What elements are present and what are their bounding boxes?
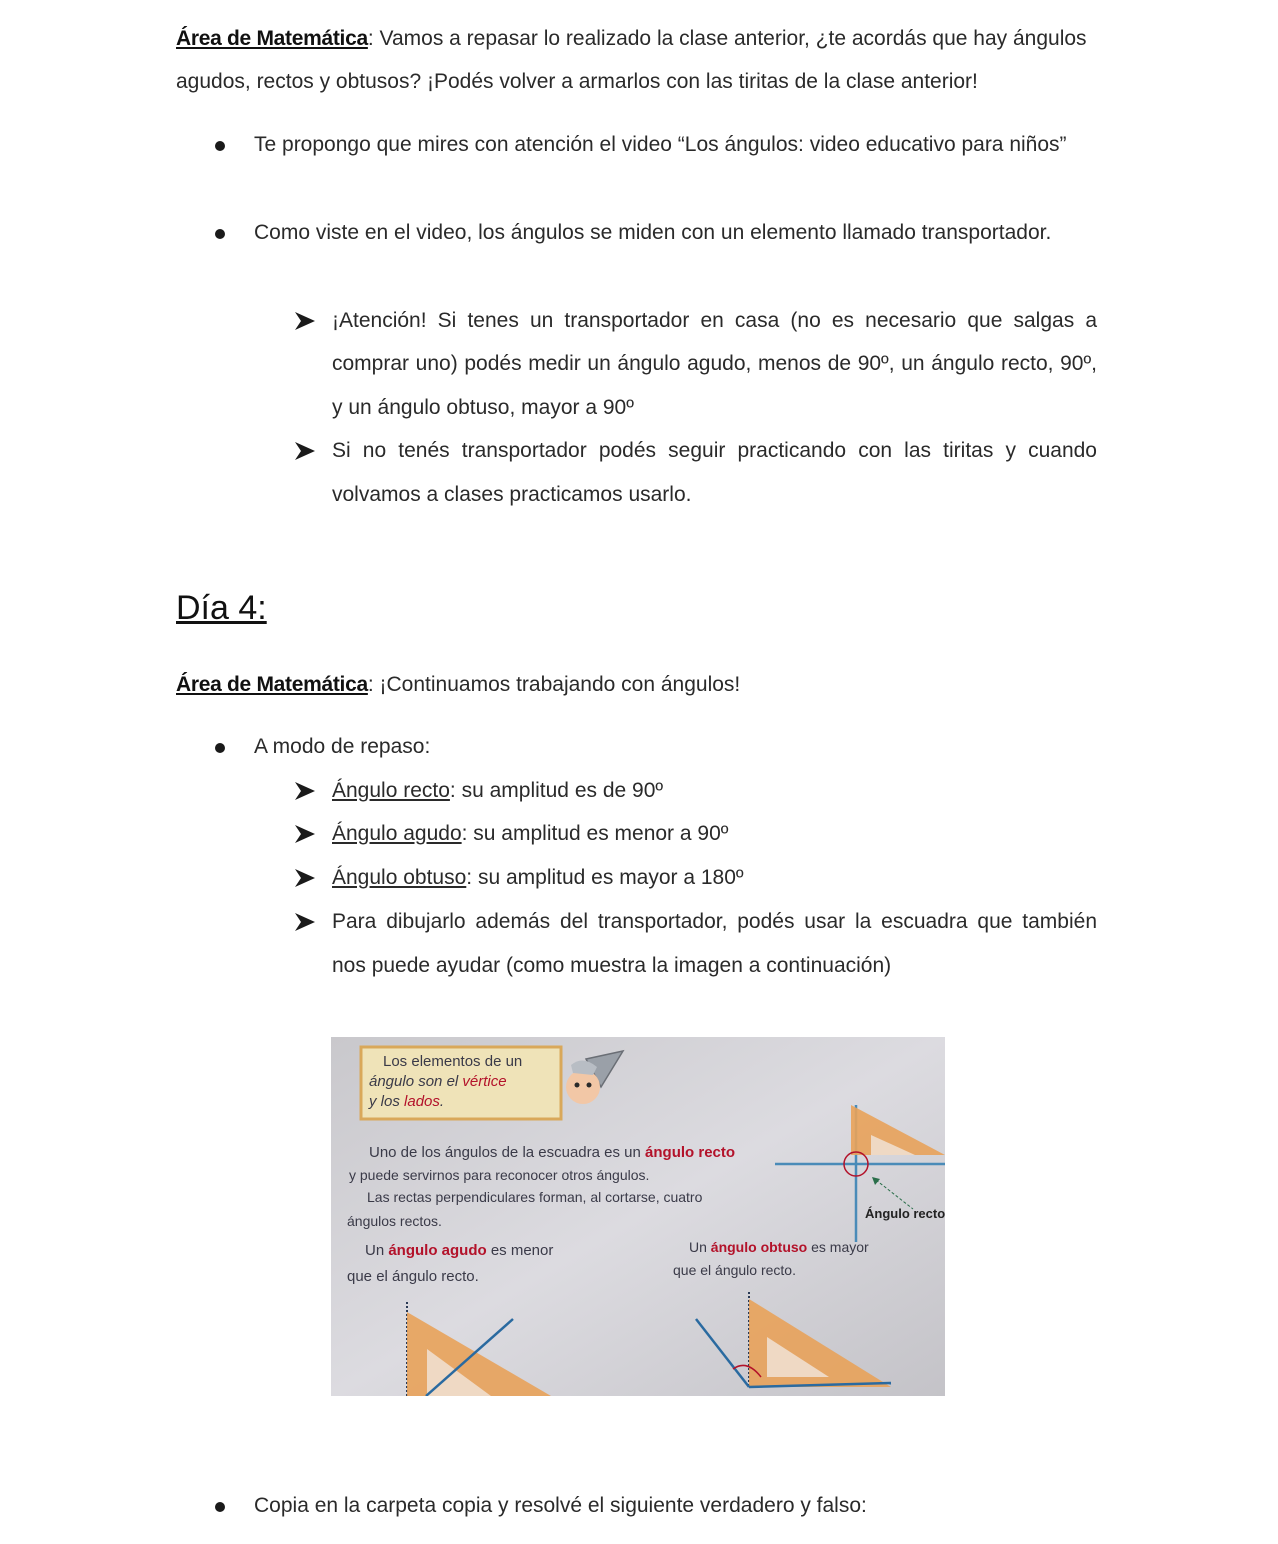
repaso-item-obtuso [332,856,1254,900]
intro-line-2: agudos, rectos y obtusos? ¡Podés volver a armarlos con las tiritas de la clase anterior! [176,70,978,93]
day-heading: Día 4: [176,589,267,627]
note-text: . [439,1093,445,1110]
note-line-1: Los elementos de un [383,1053,523,1070]
agudo-line-2: que el ángulo recto. [347,1268,479,1285]
repaso-bullet: A modo de repaso: [254,735,431,758]
note-text: y los [369,1093,405,1110]
day-intro-line [176,663,1098,707]
desc-recto: : su amplitud es de 90º [449,779,664,802]
para-text: Un [689,1239,711,1255]
bullet-dot [215,229,225,239]
bullet-dot [215,141,225,151]
red-angulo-recto: ángulo recto [645,1144,736,1161]
intro-line-1 [176,17,1098,61]
arrow-bullet-icon [294,912,316,932]
label-angulo-recto: Ángulo recto [865,1206,945,1221]
agudo-line-1 [365,1240,553,1262]
intro-text-1: : Vamos a repasar lo realizado la clase anterior, ¿te acordás que hay ángulos [367,27,1087,50]
para-text: Uno de los ángulos de la escuadra es un [369,1144,646,1161]
tiritas-line-2: volvamos a clases practicamos usarlo. [332,483,692,506]
bullet-dot [215,743,225,753]
arrow-bullet-icon [294,781,316,801]
para1-line-2: y puede servirnos para reconocer otros ángulos. [349,1167,650,1183]
para1-line-1 [369,1142,735,1164]
area-label: Área de Matemática [176,673,368,696]
red-angulo-obtuso: ángulo obtuso [710,1239,808,1255]
term-recto: Ángulo recto [332,779,450,802]
atencion-line-2: comprar uno) podés medir un ángulo agudo, menos de 90º, un ángulo recto, 90º, [332,352,1097,375]
tiritas-line-1: Si no tenés transportador podés seguir practicando con las tiritas y cuando [332,439,1097,462]
arrow-bullet-icon [294,868,316,888]
atencion-line-3: y un ángulo obtuso, mayor a 90º [332,396,634,419]
arrow-bullet-icon [294,311,316,331]
day-intro-text: : ¡Continuamos trabajando con ángulos! [367,673,741,696]
bullet-transportador: Como viste en el video, los ángulos se miden con un elemento llamado transportador. [254,221,1052,244]
arrow-bullet-icon [294,441,316,461]
escuadra-line-1: Para dibujarlo además del transportador, podés usar la escuadra que también [332,910,1097,933]
area-label: Área de Matemática [176,27,368,50]
term-obtuso: Ángulo obtuso [332,866,467,889]
desc-obtuso: : su amplitud es mayor a 180º [466,866,744,889]
para2-line-2: ángulos rectos. [347,1213,442,1229]
repaso-item-agudo [332,812,1254,856]
para-text: Un [365,1242,389,1259]
textbook-image [331,1037,945,1396]
bullet-video: Te propongo que mires con atención el video “Los ángulos: video educativo para niños” [254,133,1067,156]
para2-line-1: Las rectas perpendiculares forman, al cortarse, cuatro [367,1189,703,1205]
repaso-item-recto [332,769,1254,813]
term-agudo: Ángulo agudo [332,822,462,845]
atencion-line-1: ¡Atención! Si tenes un transportador en casa (no es necesario que salgas a [332,309,1097,332]
note-text: ángulo son el [369,1073,463,1090]
escuadra-line-2: nos puede ayudar (como muestra la imagen a continuación) [332,954,892,977]
para-text: es mayor [807,1239,869,1255]
para-text: es menor [486,1242,554,1259]
note-line-3 [369,1091,444,1113]
arrow-bullet-icon [294,824,316,844]
note-line-2 [369,1071,507,1093]
desc-agudo: : su amplitud es menor a 90º [461,822,729,845]
obtuso-line-2: que el ángulo recto. [673,1262,796,1278]
bullet-dot [215,1502,225,1512]
verdadero-falso-bullet: Copia en la carpeta copia y resolvé el siguiente verdadero y falso: [254,1494,867,1517]
red-angulo-agudo: ángulo agudo [388,1242,487,1259]
note-red-lados: lados [404,1093,440,1110]
obtuso-line-1 [689,1236,869,1258]
note-red-vertice: vértice [462,1073,507,1090]
